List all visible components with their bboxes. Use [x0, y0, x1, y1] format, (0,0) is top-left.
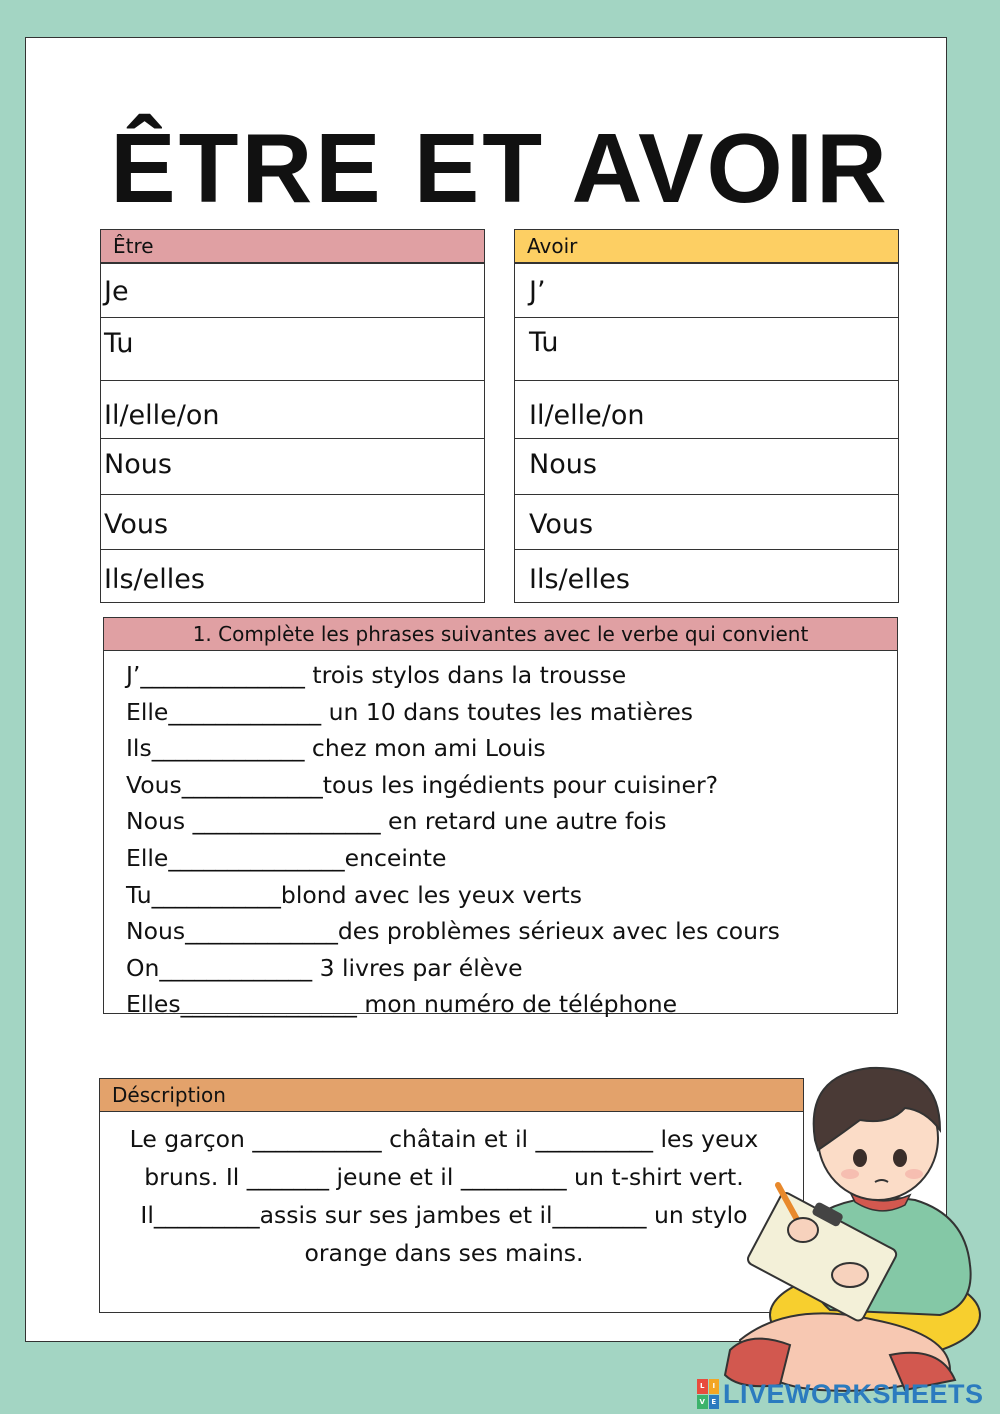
liveworksheets-brand[interactable] — [697, 1377, 984, 1411]
description-heading: Déscription — [100, 1079, 803, 1112]
exercise-sentence[interactable]: Nous ________________ en retard une autre fois — [126, 807, 667, 836]
exercise-sentence-list — [104, 651, 897, 1023]
description-box — [99, 1078, 804, 1313]
avoir-row-vous[interactable]: Vous — [515, 494, 898, 550]
logo-letter: I — [709, 1379, 720, 1394]
logo-letter: L — [697, 1379, 708, 1394]
etre-row-tu[interactable]: Tu — [101, 317, 484, 380]
avoir-row-tu[interactable]: Tu — [515, 317, 898, 380]
boy-drawing-illustration — [700, 1050, 1000, 1395]
etre-row-ils[interactable]: Ils/elles — [101, 549, 484, 603]
exercise-sentence[interactable]: Tu___________blond avec les yeux verts — [126, 880, 583, 909]
description-text[interactable]: Le garçon ___________ châtain et il __________ les yeux bruns. Il _______ jeune et il _________ un t-shirt vert. Il_________assis sur ses jambes et il________ un stylo orange dans ses mains. — [129, 1125, 759, 1267]
avoir-row-nous[interactable]: Nous — [515, 438, 898, 495]
avoir-row-il[interactable]: Il/elle/on — [515, 380, 898, 439]
brand-name: LIVEWORKSHEETS — [723, 1378, 984, 1409]
etre-conjugation-table — [100, 229, 485, 603]
fill-in-exercise — [103, 617, 898, 1019]
exercise-sentence[interactable]: Elles_______________ mon numéro de téléphone — [126, 990, 678, 1019]
avoir-conjugation-table — [514, 229, 899, 603]
logo-letter: E — [709, 1395, 720, 1410]
exercise-sentence[interactable]: Ils_____________ chez mon ami Louis — [126, 734, 546, 763]
avoir-row-j[interactable]: J’ — [515, 263, 898, 317]
etre-table-heading: Être — [101, 230, 484, 263]
page-title: ÊTRE ET AVOIR — [110, 113, 890, 223]
etre-row-il[interactable]: Il/elle/on — [101, 380, 484, 439]
avoir-table-heading: Avoir — [515, 230, 898, 263]
avoir-row-ils[interactable]: Ils/elles — [515, 549, 898, 603]
exercise-sentence[interactable]: Elle_____________ un 10 dans toutes les matières — [126, 697, 694, 726]
exercise-instruction: 1. Complète les phrases suivantes avec le verbe qui convient — [104, 618, 897, 651]
exercise-sentence[interactable]: J’______________ trois stylos dans la trousse — [126, 661, 627, 689]
etre-row-je[interactable]: Je — [101, 263, 484, 317]
exercise-sentence[interactable]: Elle_______________enceinte — [126, 843, 447, 872]
logo-letter: V — [697, 1395, 708, 1410]
etre-row-vous[interactable]: Vous — [101, 494, 484, 550]
etre-row-nous[interactable]: Nous — [101, 438, 484, 495]
exercise-sentence[interactable]: Nous_____________des problèmes sérieux avec les cours — [126, 917, 780, 946]
exercise-sentence[interactable]: Vous____________tous les ingédients pour cuisiner? — [126, 770, 719, 799]
exercise-sentence[interactable]: On_____________ 3 livres par élève — [126, 953, 523, 982]
liveworksheets-logo-icon — [697, 1379, 719, 1409]
